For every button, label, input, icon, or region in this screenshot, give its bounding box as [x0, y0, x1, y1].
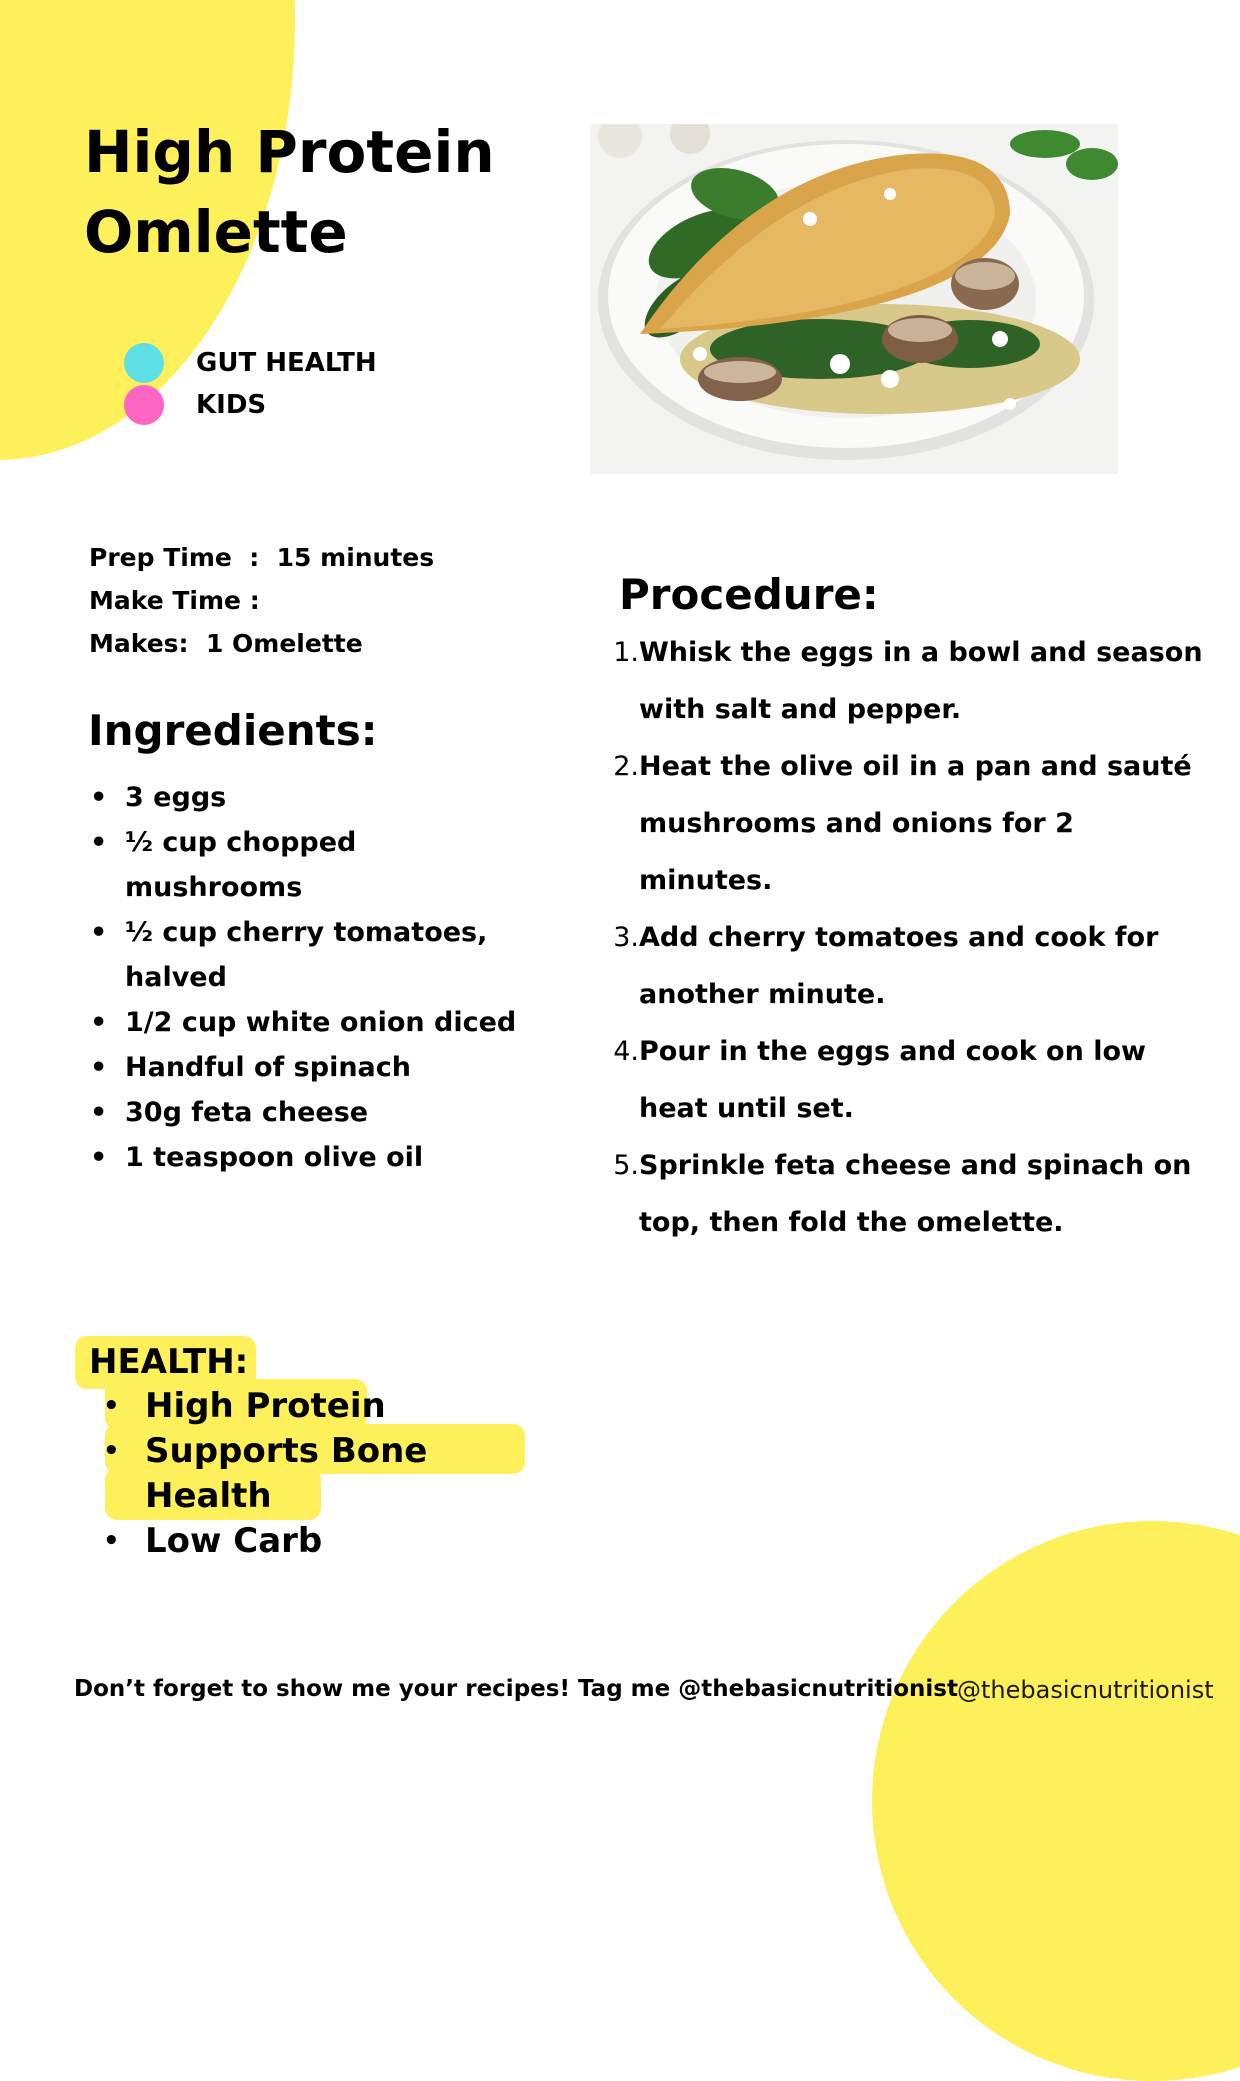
tag-dot	[124, 385, 164, 425]
procedure-list	[610, 624, 1210, 1251]
health-heading: HEALTH:	[89, 1342, 249, 1382]
health-item: • High Protein	[99, 1384, 545, 1429]
health-list	[99, 1384, 545, 1564]
prep-time: Prep Time : 15 minutes	[89, 543, 435, 572]
footer-handle: @thebasicnutritionist	[957, 1676, 1214, 1704]
procedure-step	[610, 1023, 1210, 1137]
make-time: Make Time :	[89, 586, 260, 615]
tag-kids	[124, 384, 377, 426]
tag-gut-health	[124, 342, 377, 384]
recipe-meta	[89, 536, 434, 665]
procedure-step	[610, 1137, 1210, 1251]
health-item: • Low Carb	[99, 1519, 545, 1564]
tag-list	[124, 342, 377, 426]
decorative-yellow-circle-bottom	[872, 1521, 1240, 2081]
tag-dot	[124, 343, 164, 383]
step-number: 2.	[613, 751, 639, 782]
ingredient-item: • ½ cup cherry tomatoes, halved	[88, 910, 528, 1000]
omelette-photo	[590, 124, 1118, 474]
step-number: 3.	[613, 922, 639, 953]
step-number: 4.	[613, 1036, 639, 1067]
step-text: Whisk the eggs in a bowl and season with salt and pepper.	[639, 637, 1203, 725]
ingredient-item: • ½ cup chopped mushrooms	[88, 820, 528, 910]
step-number: 5.	[613, 1150, 639, 1181]
tag-label: GUT HEALTH	[196, 348, 377, 378]
procedure-step	[610, 738, 1210, 909]
recipe-title: High Protein Omlette	[84, 118, 495, 266]
ingredient-item: • Handful of spinach	[88, 1045, 528, 1090]
procedure-step	[610, 624, 1210, 738]
health-box	[75, 1336, 545, 1561]
step-text: Pour in the eggs and cook on low heat until set.	[639, 1036, 1146, 1124]
ingredients-heading: Ingredients:	[88, 706, 378, 755]
procedure-step	[610, 909, 1210, 1023]
ingredient-item: • 30g feta cheese	[88, 1090, 528, 1135]
ingredient-item: • 1/2 cup white onion diced	[88, 1000, 528, 1045]
ingredient-item: • 1 teaspoon olive oil	[88, 1135, 528, 1180]
step-text: Heat the olive oil in a pan and sauté mushrooms and onions for 2 minutes.	[639, 751, 1192, 896]
ingredients-list	[88, 775, 528, 1180]
health-item: • Supports Bone Health	[99, 1429, 545, 1519]
step-text: Sprinkle feta cheese and spinach on top, then fold the omelette.	[639, 1150, 1192, 1238]
tag-label: KIDS	[196, 390, 267, 420]
procedure-heading: Procedure:	[619, 570, 879, 619]
footer-message: Don’t forget to show me your recipes! Tag me @thebasicnutritionist	[74, 1676, 958, 1702]
step-number: 1.	[613, 637, 639, 668]
step-text: Add cherry tomatoes and cook for another minute.	[639, 922, 1159, 1010]
ingredient-item: • 3 eggs	[88, 775, 528, 820]
makes: Makes: 1 Omelette	[89, 629, 363, 658]
